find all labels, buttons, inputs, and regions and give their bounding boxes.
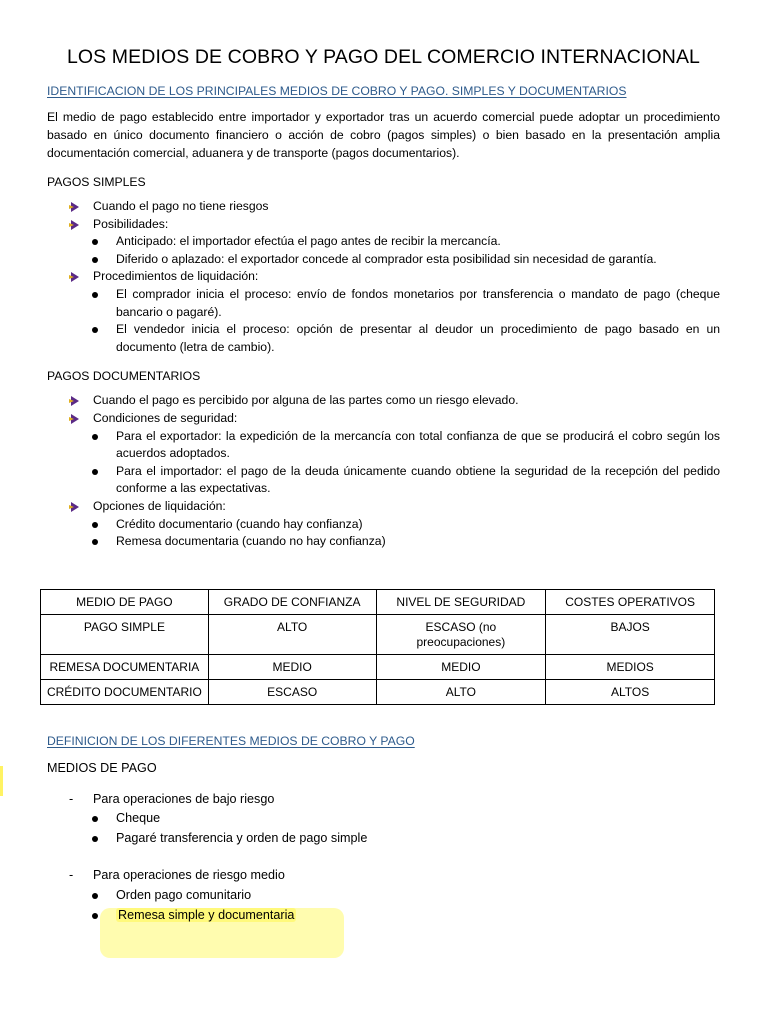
dash-bullet-icon: - [69, 868, 74, 883]
column-header: GRADO DE CONFIANZA [208, 589, 376, 614]
comparison-table [40, 589, 715, 705]
list-item-text: Cuando el pago es percibido por alguna de las partes como un riesgo elevado. [93, 393, 519, 408]
table-header-row [41, 589, 715, 614]
section-identificacion-title: IDENTIFICACION DE LOS PRINCIPALES MEDIOS DE COBRO Y PAGO. SIMPLES Y DOCUMENTARIOS [47, 84, 627, 98]
column-header: NIVEL DE SEGURIDAD [376, 589, 546, 614]
list-item-text: Condiciones de seguridad: [93, 410, 238, 425]
sub-list-item-text: Para el importador: el pago de la deuda únicamente cuando obtiene la seguridad de la recepción del pedido conforme a las expectativas. [116, 463, 720, 496]
list-item [47, 268, 720, 356]
sub-list-item [47, 886, 720, 906]
medios-de-pago-heading: MEDIOS DE PAGO [47, 760, 157, 775]
sub-list-item [47, 233, 720, 251]
sub-list-item-text: El comprador inicia el proceso: envío de fondos monetarios por transferencia o mandato de pago (cheque bancario o pagaré). [116, 286, 720, 319]
column-header: MEDIO DE PAGO [41, 589, 209, 614]
list-item [47, 392, 720, 410]
list-item [47, 410, 720, 498]
sub-list-item-text: Para el exportador: la expedición de la mercancía con total confianza de que se producirá el cobro según los acuerdos adoptados. [116, 428, 720, 461]
table-row [41, 614, 715, 654]
bullet-dot-icon [92, 434, 98, 440]
highlighted-text: Remesa simple y documentaria [118, 907, 295, 922]
bullet-dot-icon [92, 893, 98, 899]
table-cell: ALTO [208, 614, 376, 654]
bullet-dot-icon [92, 539, 98, 545]
sub-list-item-text: Cheque [116, 811, 161, 826]
sub-list-item-text: Anticipado: el importador efectúa el pago antes de recibir la mercancía. [116, 234, 501, 249]
intro-paragraph: El medio de pago establecido entre importador y exportador tras un acuerdo comercial puede adoptar un procedimiento basado en único documento financiero o acción de cobro (pagos simples) o bien basado en la presentación amplia documentación comercial, aduanera y de transporte (pagos documentarios). [47, 110, 720, 160]
pagos-documentarios-list [47, 392, 720, 550]
arrow-bullet-icon [69, 201, 81, 213]
table-cell: BAJOS [546, 614, 715, 654]
document-page [47, 44, 720, 925]
table-row [41, 679, 715, 704]
sub-list-item [47, 516, 720, 534]
table-cell: ESCASO [208, 679, 376, 704]
bullet-dot-icon [92, 327, 98, 333]
list-item-text: Cuando el pago no tiene riesgos [93, 199, 269, 213]
list-item-text: Procedimientos de liquidación: [93, 269, 259, 284]
list-item-text: Para operaciones de bajo riesgo [93, 791, 275, 806]
table-cell: CRÉDITO DOCUMENTARIO [41, 679, 209, 704]
sub-list [93, 809, 720, 848]
sub-list-item [47, 321, 720, 356]
bullet-dot-icon [92, 239, 98, 245]
pagos-documentarios-heading: PAGOS DOCUMENTARIOS [47, 369, 201, 384]
sub-list-item [47, 463, 720, 498]
sub-list-item [47, 428, 720, 463]
sub-list [93, 286, 720, 356]
sub-list-item-text: Pagaré transferencia y orden de pago simple [116, 830, 368, 845]
table-cell: ALTOS [546, 679, 715, 704]
sub-list-item-text: Orden pago comunitario [116, 888, 252, 903]
sub-list-item [47, 809, 720, 829]
bullet-dot-icon [92, 522, 98, 528]
highlight-mark [0, 766, 3, 796]
sub-list-item-text: Diferido o aplazado: el exportador concede al comprador esta posibilidad sin necesidad de garantía. [116, 251, 657, 266]
medios-de-pago-list [47, 790, 720, 926]
sub-list-item-text: Crédito documentario (cuando hay confianza) [116, 516, 363, 531]
list-item [47, 216, 720, 269]
list-item-text: Posibilidades: [93, 216, 169, 231]
bullet-dot-icon [92, 257, 98, 263]
list-item [47, 866, 720, 925]
bullet-dot-icon [92, 913, 98, 919]
column-header: COSTES OPERATIVOS [546, 589, 715, 614]
list-item [47, 498, 720, 551]
bullet-dot-icon [92, 469, 98, 475]
arrow-bullet-icon [69, 501, 81, 513]
table-cell: MEDIOS [546, 654, 715, 679]
sub-list-item [47, 251, 720, 269]
list-item [47, 790, 720, 849]
sub-list-item [47, 286, 720, 321]
sub-list-item [47, 533, 720, 551]
bullet-dot-icon [92, 816, 98, 822]
sub-list-item [47, 829, 720, 849]
table-cell: PAGO SIMPLE [41, 614, 209, 654]
arrow-bullet-icon [69, 271, 81, 283]
arrow-bullet-icon [69, 413, 81, 425]
sub-list-item [47, 906, 720, 926]
list-item [47, 198, 720, 216]
table-cell: MEDIO [208, 654, 376, 679]
sub-list [93, 516, 720, 551]
table-cell: ESCASO (no preocupaciones) [376, 614, 546, 654]
sub-list [93, 233, 720, 268]
sub-list [93, 428, 720, 498]
table-row [41, 654, 715, 679]
sub-list-item-text: El vendedor inicia el proceso: opción de presentar al deudor un procedimiento de pago basado en un documento (letra de cambio). [116, 322, 720, 354]
pagos-simples-list [47, 198, 720, 356]
bullet-dot-icon [92, 836, 98, 842]
table-cell: MEDIO [376, 654, 546, 679]
dash-bullet-icon: - [69, 791, 74, 806]
list-item-text: Para operaciones de riesgo medio [93, 868, 285, 883]
table-cell: ALTO [376, 679, 546, 704]
arrow-bullet-icon [69, 395, 81, 407]
sub-list [93, 886, 720, 925]
table-cell: REMESA DOCUMENTARIA [41, 654, 209, 679]
document-title: LOS MEDIOS DE COBRO Y PAGO DEL COMERCIO INTERNACIONAL [66, 46, 701, 68]
section-definicion-title: DEFINICION DE LOS DIFERENTES MEDIOS DE COBRO Y PAGO [47, 733, 415, 748]
arrow-bullet-icon [69, 219, 81, 231]
bullet-dot-icon [92, 292, 98, 298]
list-item-text: Opciones de liquidación: [93, 498, 226, 513]
pagos-simples-heading: PAGOS SIMPLES [47, 175, 146, 189]
sub-list-item-text: Remesa documentaria (cuando no hay confianza) [116, 534, 386, 549]
